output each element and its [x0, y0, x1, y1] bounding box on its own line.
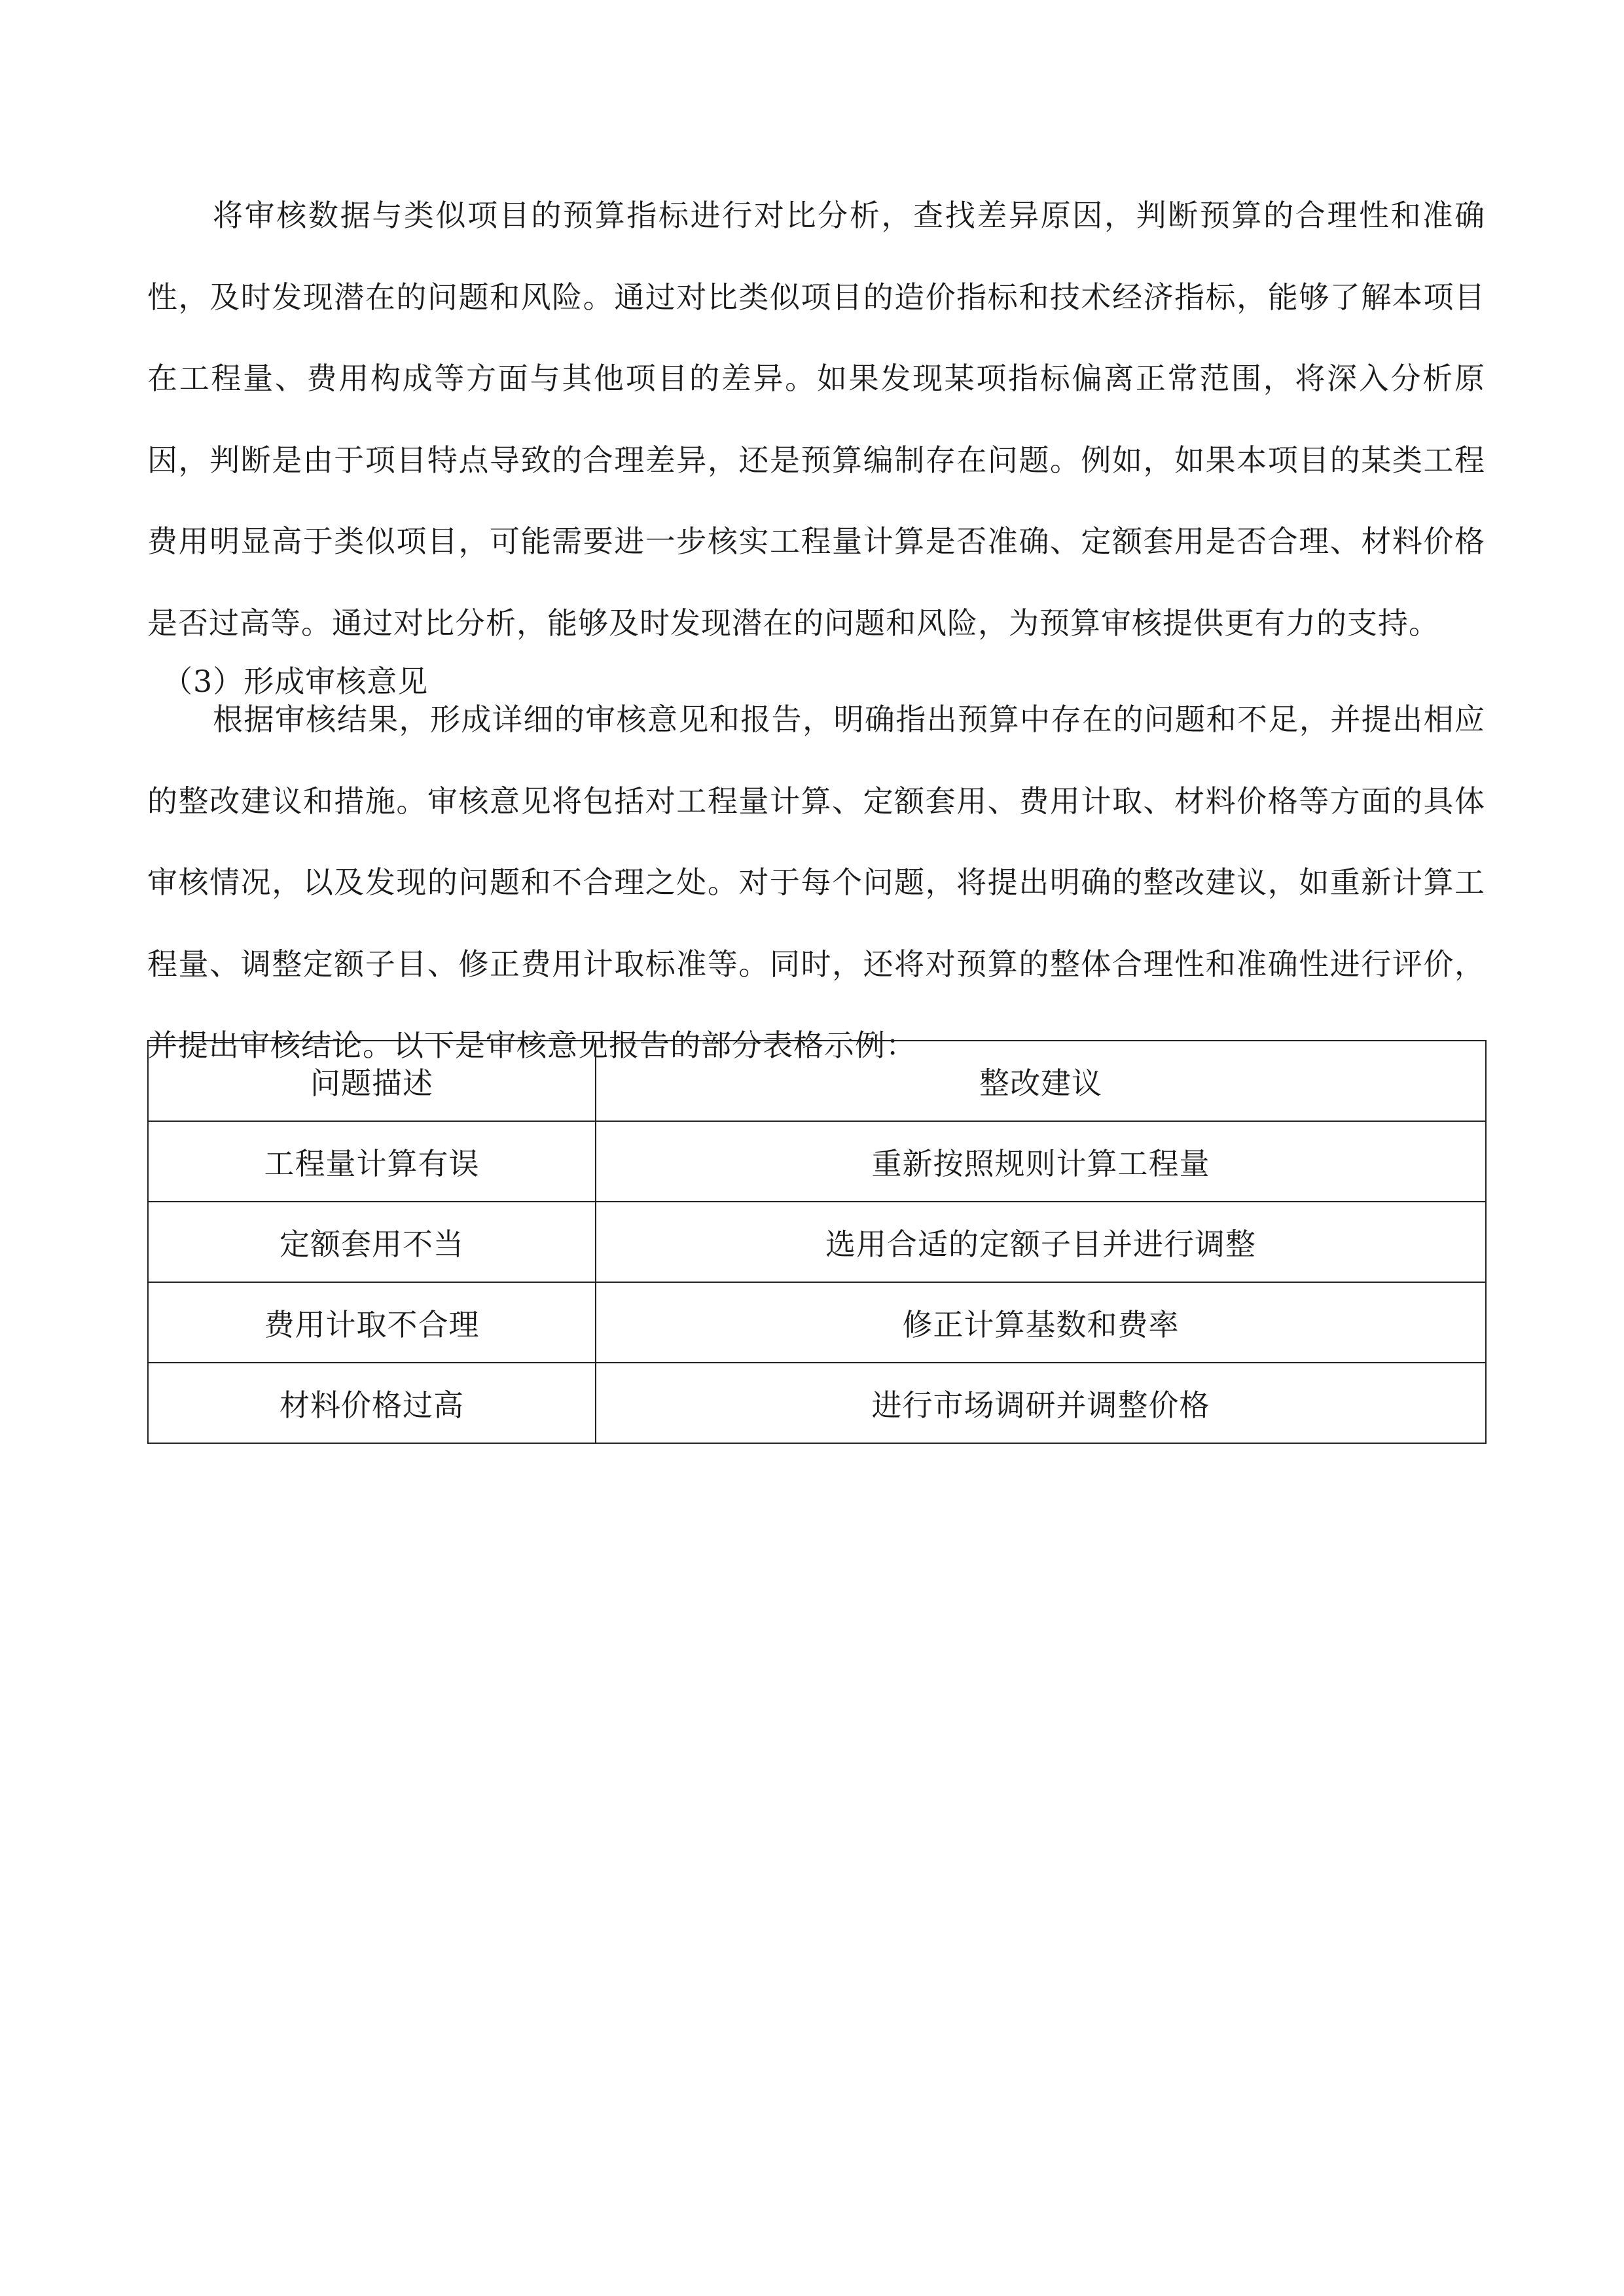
body-paragraph: 根据审核结果，形成详细的审核意见和报告，明确指出预算中存在的问题和不足，并提出相应的整改建议和措施。审核意见将包括对工程量计算、定额套用、费用计取、材料价格等方面的具体审核情况，以及发现的问题和不合理之处。对于每个问题，将提出明确的整改建议，如重新计算工程量、调整定额子目、修正费用计取标准等。同时，还将对预算的整体合理性和准确性进行评价，并提出审核结论。以下是审核意见报告的部分表格示例：: [147, 702, 1485, 1063]
problem-cell: 定额套用不当: [148, 1202, 596, 1282]
table-row: [148, 1282, 1486, 1363]
review-opinion-table: [147, 1040, 1487, 1444]
suggestion-cell: 修正计算基数和费率: [596, 1282, 1486, 1363]
body-paragraph: 将审核数据与类似项目的预算指标进行对比分析，查找差异原因，判断预算的合理性和准确性，及时发现潜在的问题和风险。通过对比类似项目的造价指标和技术经济指标，能够了解本项目在工程量、费用构成等方面与其他项目的差异。如果发现某项指标偏离正常范围，将深入分析原因，判断是由于项目特点导致的合理差异，还是预算编制存在问题。例如，如果本项目的某类工程费用明显高于类似项目，可能需要进一步核实工程量计算是否准确、定额套用是否合理、材料价格是否过高等。通过对比分析，能够及时发现潜在的问题和风险，为预算审核提供更有力的支持。: [147, 198, 1485, 641]
suggestion-cell: 重新按照规则计算工程量: [596, 1121, 1486, 1202]
problem-cell: 工程量计算有误: [148, 1121, 596, 1202]
table-row: [148, 1202, 1486, 1282]
header-rectification-suggestion: 整改建议: [596, 1041, 1486, 1121]
problem-cell: 材料价格过高: [148, 1363, 596, 1443]
problem-cell: 费用计取不合理: [148, 1282, 596, 1363]
header-problem-description: 问题描述: [148, 1041, 596, 1121]
suggestion-cell: 选用合适的定额子目并进行调整: [596, 1202, 1486, 1282]
table-header-row: [148, 1041, 1486, 1121]
section-heading: （3）形成审核意见: [162, 664, 429, 699]
suggestion-cell: 进行市场调研并调整价格: [596, 1363, 1486, 1443]
table-row: [148, 1363, 1486, 1443]
table-row: [148, 1121, 1486, 1202]
